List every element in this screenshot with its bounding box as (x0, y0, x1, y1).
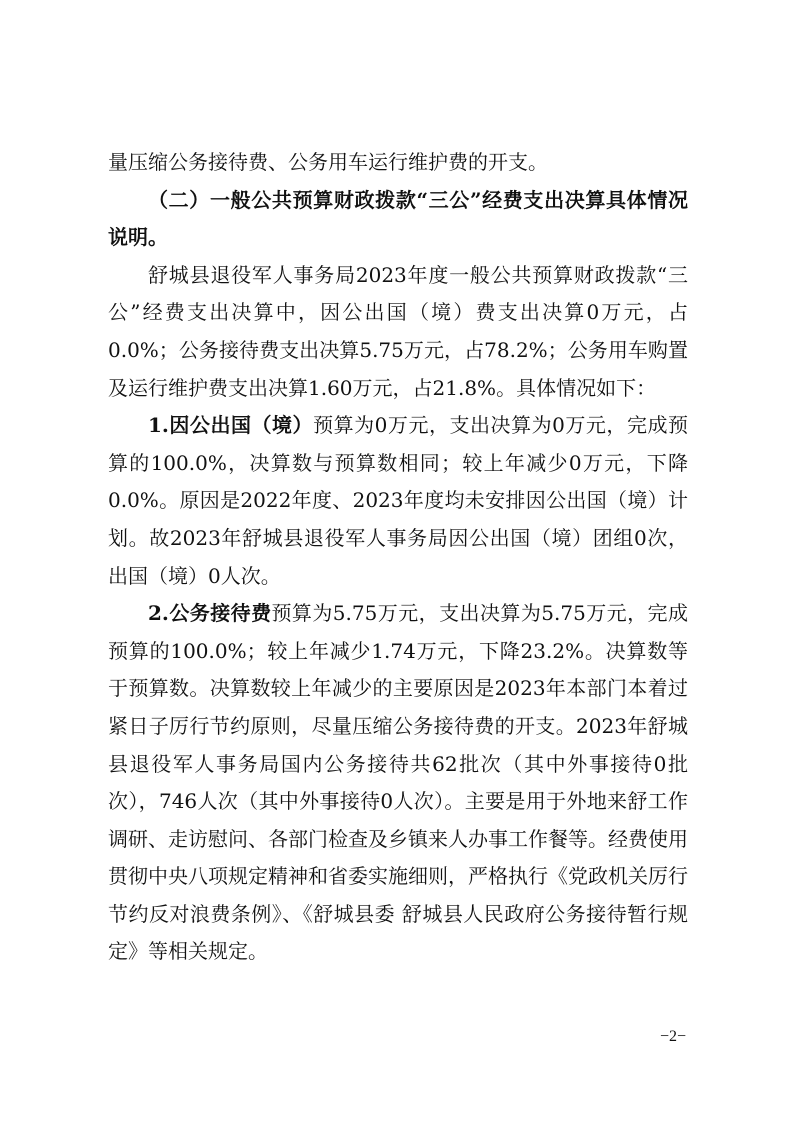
section-heading: （二）一般公共预算财政拨款“三公”经费支出决算具体情况说明。 (108, 187, 688, 250)
paragraph-overseas-travel (108, 407, 688, 595)
paragraph-lead-reception: 2.公务接待费 (148, 601, 272, 626)
paragraph-continuation: 量压缩公务接待费、公务用车运行维护费的开支。 (108, 150, 548, 174)
body-text (108, 144, 688, 971)
paragraph-summary: 舒城县退役军人事务局2023年度一般公共预算财政拨款“三公”经费支出决算中，因公出国（境）费支出决算0万元，占0.0%；公务接待费支出决算5.75万元，占78.2%；公务用车购置及运行维护费支出决算1.60万元，占21.8%。具体情况如下： (108, 262, 688, 400)
paragraph-body-reception: 预算为5.75万元，支出决算为5.75万元，完成预算的100.0%；较上年减少1.74万元，下降23.2%。决算数等于预算数。决算数较上年减少的主要原因是2023年本部门本着过紧日子厉行节约原则，尽量压缩公务接待费的开支。2023年舒城县退役军人事务局国内公务接待共62批次（其中外事接待0批次），746人次（其中外事接待0人次）。主要是用于外地来舒工作调研、走访慰问、各部门检查及乡镇来人办事工作餐等。经费使用贯彻中央八项规定精神和省委实施细则，严格执行《党政机关厉行节约反对浪费条例》、《舒城县委 舒城县人民政府公务接待暂行规定》等相关规定。 (108, 601, 688, 964)
page-number: −2− (660, 1028, 687, 1045)
paragraph-reception (108, 595, 688, 971)
paragraph-lead-overseas: 1.因公出国（境） (148, 413, 314, 438)
paragraph-body-overseas: 预算为0万元，支出决算为0万元，完成预算的100.0%，决算数与预算数相同；较上年减少0万元，下降0.0%。原因是2022年度、2023年度均未安排因公出国（境）计划。故2023年舒城县退役军人事务局因公出国（境）团组0次，出国（境）0人次。 (108, 413, 688, 588)
